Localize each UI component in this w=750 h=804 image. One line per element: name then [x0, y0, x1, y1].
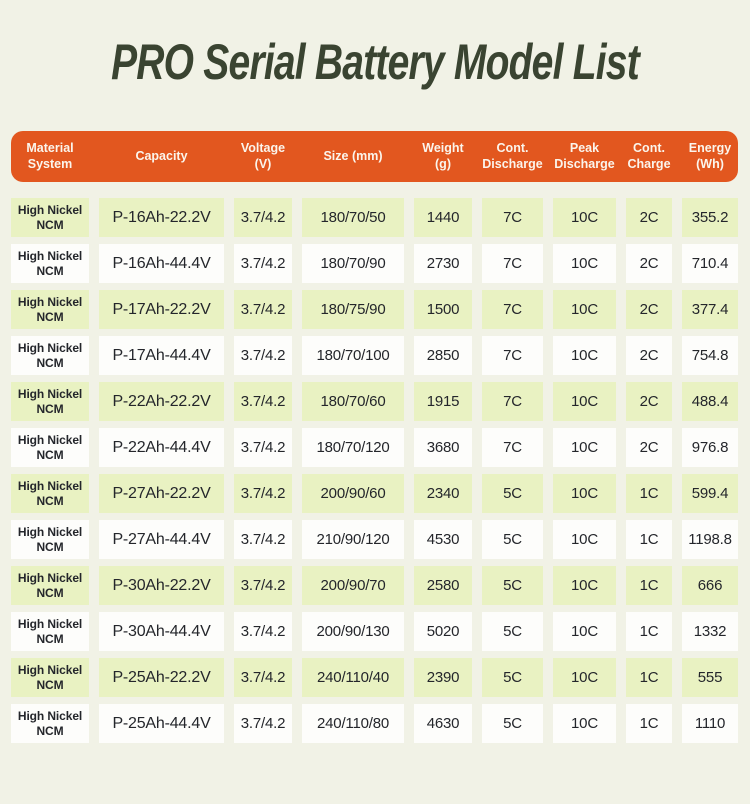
table-cell: P-16Ah-44.4V	[99, 244, 224, 283]
table-cell: 240/110/80	[302, 704, 404, 743]
table-cell: 2340	[414, 474, 472, 513]
table-cell: High Nickel NCM	[11, 566, 89, 605]
table-cell: 7C	[482, 336, 543, 375]
table-cell: 1332	[682, 612, 738, 651]
table-row	[11, 566, 738, 605]
table-cell: 2730	[414, 244, 472, 283]
table-cell: 7C	[482, 290, 543, 329]
table-cell: 10C	[553, 428, 616, 467]
table-cell: 1C	[626, 612, 672, 651]
table-cell: 3680	[414, 428, 472, 467]
table-cell: 3.7/4.2	[234, 336, 292, 375]
table-cell: 2C	[626, 244, 672, 283]
table-cell: 4530	[414, 520, 472, 559]
table-cell: P-27Ah-22.2V	[99, 474, 224, 513]
table-cell: P-17Ah-22.2V	[99, 290, 224, 329]
table-cell: 10C	[553, 382, 616, 421]
table-cell: 3.7/4.2	[234, 566, 292, 605]
table-cell: 3.7/4.2	[234, 290, 292, 329]
table-cell: 1500	[414, 290, 472, 329]
table-cell: 355.2	[682, 198, 738, 237]
column-header: Capacity	[135, 148, 188, 163]
table-cell: 1198.8	[682, 520, 738, 559]
table-cell: 1C	[626, 474, 672, 513]
table-cell: High Nickel NCM	[11, 290, 89, 329]
table-cell: 10C	[553, 566, 616, 605]
table-cell: 2580	[414, 566, 472, 605]
table-cell: 200/90/130	[302, 612, 404, 651]
table-row	[11, 428, 738, 467]
table-cell: 10C	[553, 658, 616, 697]
table-row	[11, 382, 738, 421]
table-cell: 2C	[626, 198, 672, 237]
table-cell: 10C	[553, 198, 616, 237]
table-cell: 1C	[626, 658, 672, 697]
table-cell: High Nickel NCM	[11, 428, 89, 467]
table-cell: 710.4	[682, 244, 738, 283]
table-cell: 1915	[414, 382, 472, 421]
table-row	[11, 244, 738, 283]
table-cell: 377.4	[682, 290, 738, 329]
table-cell: High Nickel NCM	[11, 658, 89, 697]
table-cell: 5C	[482, 520, 543, 559]
table-cell: 7C	[482, 382, 543, 421]
table-cell: 180/70/120	[302, 428, 404, 467]
column-header: Weight (g)	[422, 140, 464, 171]
table-cell: 3.7/4.2	[234, 704, 292, 743]
page	[0, 34, 750, 804]
table-cell: 3.7/4.2	[234, 198, 292, 237]
table-cell: 5C	[482, 704, 543, 743]
table-cell: 7C	[482, 244, 543, 283]
table-cell: 10C	[553, 612, 616, 651]
table-cell: 3.7/4.2	[234, 612, 292, 651]
column-header: Size (mm)	[323, 148, 383, 163]
table-cell: 1440	[414, 198, 472, 237]
column-header: Peak Discharge	[554, 140, 615, 171]
table-cell: High Nickel NCM	[11, 474, 89, 513]
table-cell: High Nickel NCM	[11, 382, 89, 421]
column-header: Voltage (V)	[240, 140, 286, 171]
table-cell: 3.7/4.2	[234, 244, 292, 283]
table-cell: 210/90/120	[302, 520, 404, 559]
column-header: Cont. Discharge	[482, 140, 543, 171]
table-cell: High Nickel NCM	[11, 520, 89, 559]
table-cell: 1C	[626, 520, 672, 559]
table-cell: 976.8	[682, 428, 738, 467]
table-cell: 555	[682, 658, 738, 697]
table-cell: 666	[682, 566, 738, 605]
table-cell: P-25Ah-44.4V	[99, 704, 224, 743]
table-cell: 180/70/60	[302, 382, 404, 421]
table-cell: 180/75/90	[302, 290, 404, 329]
page-title: PRO Serial Battery Model List	[111, 34, 639, 90]
table-cell: 10C	[553, 290, 616, 329]
table-cell: 5020	[414, 612, 472, 651]
table-row	[11, 520, 738, 559]
table-cell: 1C	[626, 704, 672, 743]
table-cell: 200/90/70	[302, 566, 404, 605]
table-cell: P-30Ah-22.2V	[99, 566, 224, 605]
table-cell: 10C	[553, 520, 616, 559]
table-cell: 5C	[482, 474, 543, 513]
table-cell: 7C	[482, 198, 543, 237]
table-cell: High Nickel NCM	[11, 336, 89, 375]
table-cell: High Nickel NCM	[11, 198, 89, 237]
table-cell: 10C	[553, 474, 616, 513]
table-cell: High Nickel NCM	[11, 704, 89, 743]
table-cell: P-27Ah-44.4V	[99, 520, 224, 559]
column-header: Energy (Wh)	[688, 140, 732, 171]
table-cell: 2850	[414, 336, 472, 375]
table-cell: 2C	[626, 336, 672, 375]
table-body	[11, 198, 738, 743]
table-cell: 180/70/100	[302, 336, 404, 375]
table-header-row	[11, 131, 738, 182]
table-cell: 10C	[553, 704, 616, 743]
table-row	[11, 612, 738, 651]
table-row	[11, 704, 738, 743]
column-header: Material System	[26, 140, 74, 171]
table-row	[11, 290, 738, 329]
table-cell: 488.4	[682, 382, 738, 421]
table-cell: 2C	[626, 382, 672, 421]
table-cell: 180/70/50	[302, 198, 404, 237]
table-cell: 10C	[553, 244, 616, 283]
table-cell: 3.7/4.2	[234, 520, 292, 559]
table-cell: 200/90/60	[302, 474, 404, 513]
table-cell: 1110	[682, 704, 738, 743]
table-cell: P-22Ah-22.2V	[99, 382, 224, 421]
table-row	[11, 658, 738, 697]
table-row	[11, 198, 738, 237]
table-cell: 5C	[482, 612, 543, 651]
table-cell: 754.8	[682, 336, 738, 375]
table-cell: 3.7/4.2	[234, 382, 292, 421]
table-cell: P-22Ah-44.4V	[99, 428, 224, 467]
table-cell: 2C	[626, 290, 672, 329]
table-cell: 5C	[482, 658, 543, 697]
table-cell: 10C	[553, 336, 616, 375]
table-cell: 5C	[482, 566, 543, 605]
table-cell: 7C	[482, 428, 543, 467]
table-cell: 4630	[414, 704, 472, 743]
table-cell: 3.7/4.2	[234, 428, 292, 467]
table-cell: High Nickel NCM	[11, 244, 89, 283]
table-cell: P-25Ah-22.2V	[99, 658, 224, 697]
table-cell: 3.7/4.2	[234, 658, 292, 697]
table-cell: 2390	[414, 658, 472, 697]
table-cell: 1C	[626, 566, 672, 605]
table-cell: 2C	[626, 428, 672, 467]
table-cell: P-30Ah-44.4V	[99, 612, 224, 651]
table-cell: 3.7/4.2	[234, 474, 292, 513]
table-cell: 180/70/90	[302, 244, 404, 283]
table-cell: High Nickel NCM	[11, 612, 89, 651]
table-cell: P-16Ah-22.2V	[99, 198, 224, 237]
table-row	[11, 474, 738, 513]
table-row	[11, 336, 738, 375]
table-cell: 599.4	[682, 474, 738, 513]
column-header: Cont. Charge	[627, 140, 671, 171]
table-cell: P-17Ah-44.4V	[99, 336, 224, 375]
table-cell: 240/110/40	[302, 658, 404, 697]
